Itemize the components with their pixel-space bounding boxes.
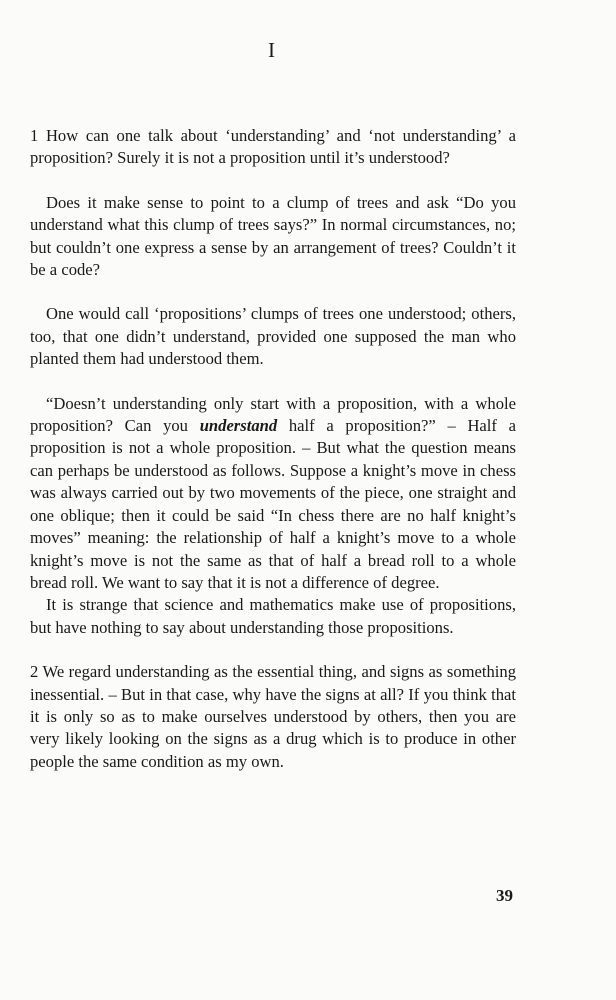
- page-number: 39: [496, 886, 513, 905]
- paragraph-text: Does it make sense to point to a clump of trees and ask “Do you understand what this clump of trees says?” In normal circumstances, no; but couldn’t one express a sense by an arrangement of trees? Couldn’t it be a code?: [30, 192, 516, 280]
- paragraph-propositions-trees: [30, 303, 516, 370]
- paragraph-science-mathematics: [30, 594, 516, 639]
- text-segment: “Doesn’t understanding only start with a proposition, with a whole proposition? Can you: [30, 393, 516, 436]
- section-2-text: We regard understanding as the essential thing, and signs as something inessential. – But in that case, why have the signs at all? If you think that it is only so as to make ourselves understood by others, then you are very likely looking on the signs as a drug which is to produce in other people the same condition as my own.: [30, 662, 516, 771]
- section-number: 2: [30, 662, 39, 682]
- section-number: 1: [30, 126, 39, 145]
- section-2-paragraph: [30, 661, 516, 773]
- paragraph-clump-of-trees: [30, 192, 516, 282]
- paragraph-text: One would call ‘propositions’ clumps of trees one understood; others, too, that one didn’t understand, provided one supposed the man who planted them had understood them.: [30, 304, 516, 369]
- section-1-text: How can one talk about ‘understanding’ and ‘not understanding’ a proposition? Surely it is not a proposition until it’s understood?: [30, 126, 516, 168]
- paragraph-text: It is strange that science and mathematics make use of propositions, but have nothing to say about understanding those propositions.: [30, 595, 516, 637]
- body-text: [30, 125, 516, 795]
- text-segment: half a proposition?” – Half a proposition is not a whole proposition. – But what the question means can perhaps be understood as follows. Suppose a knight’s move in chess was always carried out by two movements of the piece, one straight and one oblique; then it could be said “In chess there are no half knight’s moves” meaning: the relationship of half a knight’s move to a whole knight’s move is not the same as that of half a bread roll to a whole bread roll. We want to say that it is not a difference of degree.: [30, 416, 516, 592]
- paragraph-half-proposition: [30, 393, 516, 595]
- section-2: [30, 661, 516, 773]
- emphasized-word: understand: [199, 416, 278, 436]
- section-1-paragraph: [30, 125, 516, 170]
- chapter-number: I: [268, 38, 276, 62]
- section-1: [30, 125, 516, 170]
- paragraph-text: [30, 393, 516, 595]
